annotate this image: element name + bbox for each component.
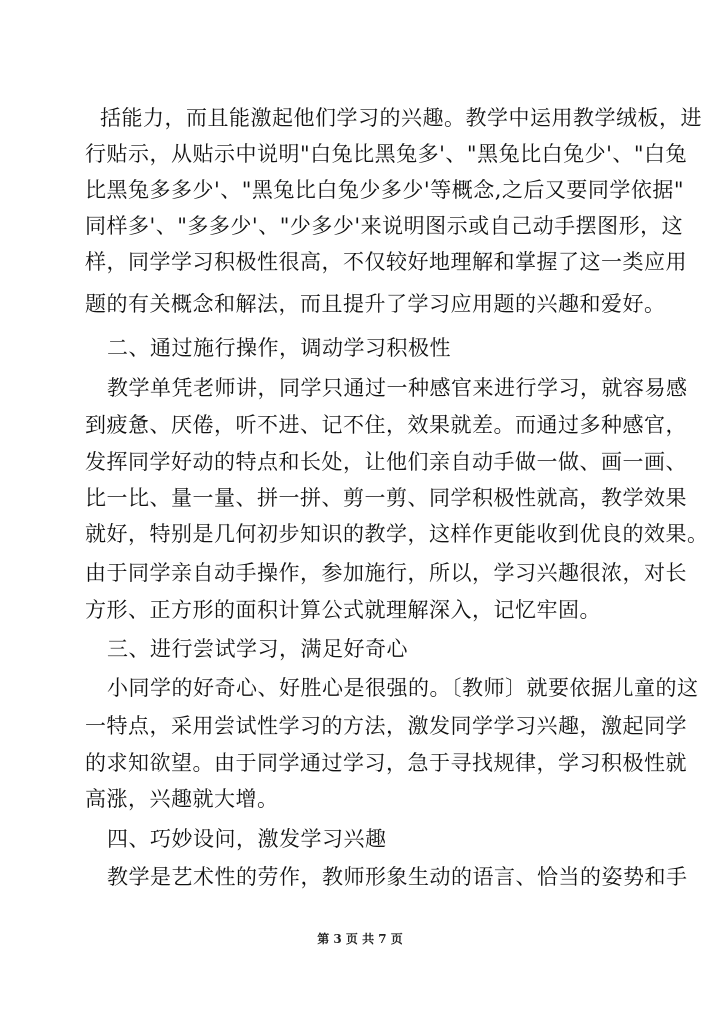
- text-line: 教学单凭老师讲，同学只通过一种感官来进行学习，就容易感: [107, 376, 688, 400]
- text-line: 比黑兔多多少'、"黑兔比白兔少多少'等概念,之后又要同学依据": [85, 178, 685, 202]
- text-line: 括能力，而且能激起他们学习的兴趣。教学中运用教学绒板，进: [100, 106, 702, 130]
- text-line: 比一比、量一量、拼一拼、剪一剪、同学积极性就高，教学效果: [85, 486, 687, 510]
- text-line: 方形、正方形的面积计算公式就理解深入，记忆牢固。: [85, 598, 601, 622]
- text-line: 到疲惫、厌倦，听不进、记不住，效果就差。而通过多种感官，: [85, 413, 687, 437]
- text-line: 的求知欲望。由于同学通过学习，急于寻找规律，学习积极性就: [85, 751, 687, 775]
- text-line: 就好，特别是几何初步知识的教学，这样作更能收到优良的效果。: [85, 522, 709, 546]
- text-line: 同样多'、"多多少'、"少多少'来说明图示或自己动手摆图形，这: [85, 214, 684, 238]
- section-heading: 二、通过施行操作，调动学习积极性: [107, 336, 451, 360]
- page-number: 第 3 页 共 7 页: [317, 932, 403, 946]
- section-heading: 三、进行尝试学习，满足好奇心: [107, 637, 408, 661]
- text-line: 题的有关概念和解法，而且提升了学习应用题的兴趣和爱好。: [85, 292, 666, 316]
- text-line: 一特点，采用尝试性学习的方法，激发同学学习兴趣，激起同学: [85, 714, 687, 738]
- text-line: 教学是艺术性的劳作，教师形象生动的语言、恰当的姿势和手: [107, 865, 688, 889]
- section-heading: 四、巧妙设问，激发学习兴趣: [107, 827, 387, 851]
- text-line: 行贴示，从贴示中说明"白兔比黑兔多'、"黑兔比白兔少'、"白兔: [85, 142, 688, 166]
- text-line: 发挥同学好动的特点和长处，让他们亲自动手做一做、画一画、: [85, 450, 687, 474]
- text-line: 小同学的好奇心、好胜心是很强的。〔教师〕就要依据儿童的这: [107, 676, 699, 700]
- text-line: 由于同学亲自动手操作，参加施行，所以，学习兴趣很浓，对长: [85, 561, 687, 585]
- text-line: 高涨，兴趣就大增。: [85, 787, 279, 811]
- text-line: 样，同学学习积极性很高，不仅较好地理解和掌握了这一类应用: [85, 250, 687, 274]
